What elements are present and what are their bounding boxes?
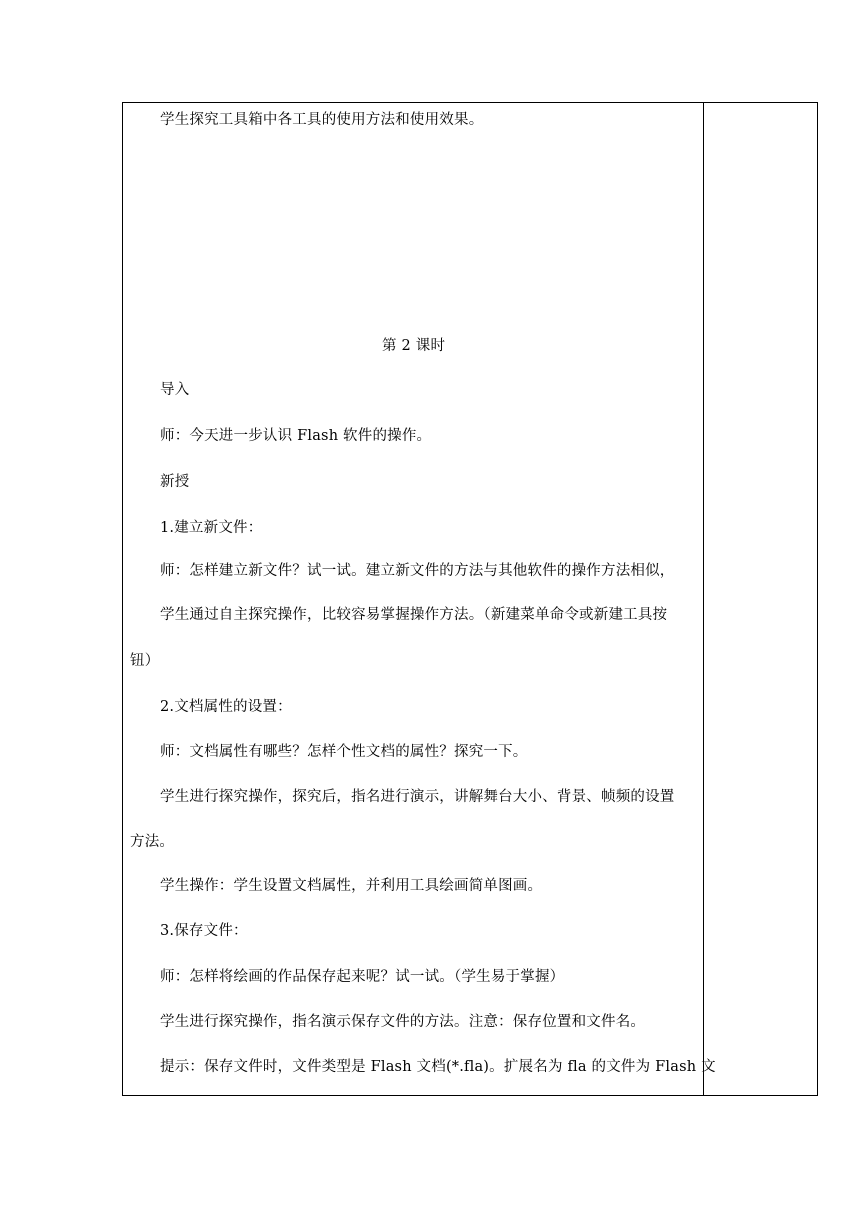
- text-line: 学生操作：学生设置文档属性，并利用工具绘画简单图画。: [160, 878, 543, 894]
- text-line: 师：文档属性有哪些？怎样个性文档的属性？探究一下。: [160, 744, 528, 760]
- text-line: 1.建立新文件：: [160, 520, 263, 536]
- text-line: 3.保存文件：: [160, 923, 248, 939]
- text-line: 提示：保存文件时，文件类型是 Flash 文档(*.fla)。扩展名为 fla 的文件为 Flash 文: [160, 1059, 716, 1075]
- text-line: 师：今天进一步认识 Flash 软件的操作。: [160, 428, 432, 444]
- notes-cell: [704, 103, 817, 1095]
- text-line: 学生探究工具箱中各工具的使用方法和使用效果。: [160, 112, 484, 128]
- text-line: 钮）: [130, 653, 160, 669]
- text-line: 2.文档属性的设置：: [160, 699, 292, 715]
- lesson-content-cell: [123, 103, 703, 1095]
- text-line: 新授: [160, 474, 190, 490]
- text-line: 方法。: [130, 834, 175, 850]
- text-line: 师：怎样将绘画的作品保存起来呢？试一试。（学生易于掌握）: [160, 969, 565, 985]
- text-line: 师：怎样建立新文件？试一试。建立新文件的方法与其他软件的操作方法相似，: [160, 563, 675, 579]
- text-line: 学生通过自主探究操作，比较容易掌握操作方法。（新建菜单命令或新建工具按: [160, 607, 668, 623]
- lesson-table: [122, 102, 818, 1096]
- text-line: 学生进行探究操作，指名演示保存文件的方法。注意：保存位置和文件名。: [160, 1014, 646, 1030]
- text-line: 第 2 课时: [382, 338, 446, 354]
- text-line: 学生进行探究操作，探究后，指名进行演示，讲解舞台大小、背景、帧频的设置: [160, 789, 675, 805]
- text-line: 导入: [160, 382, 190, 398]
